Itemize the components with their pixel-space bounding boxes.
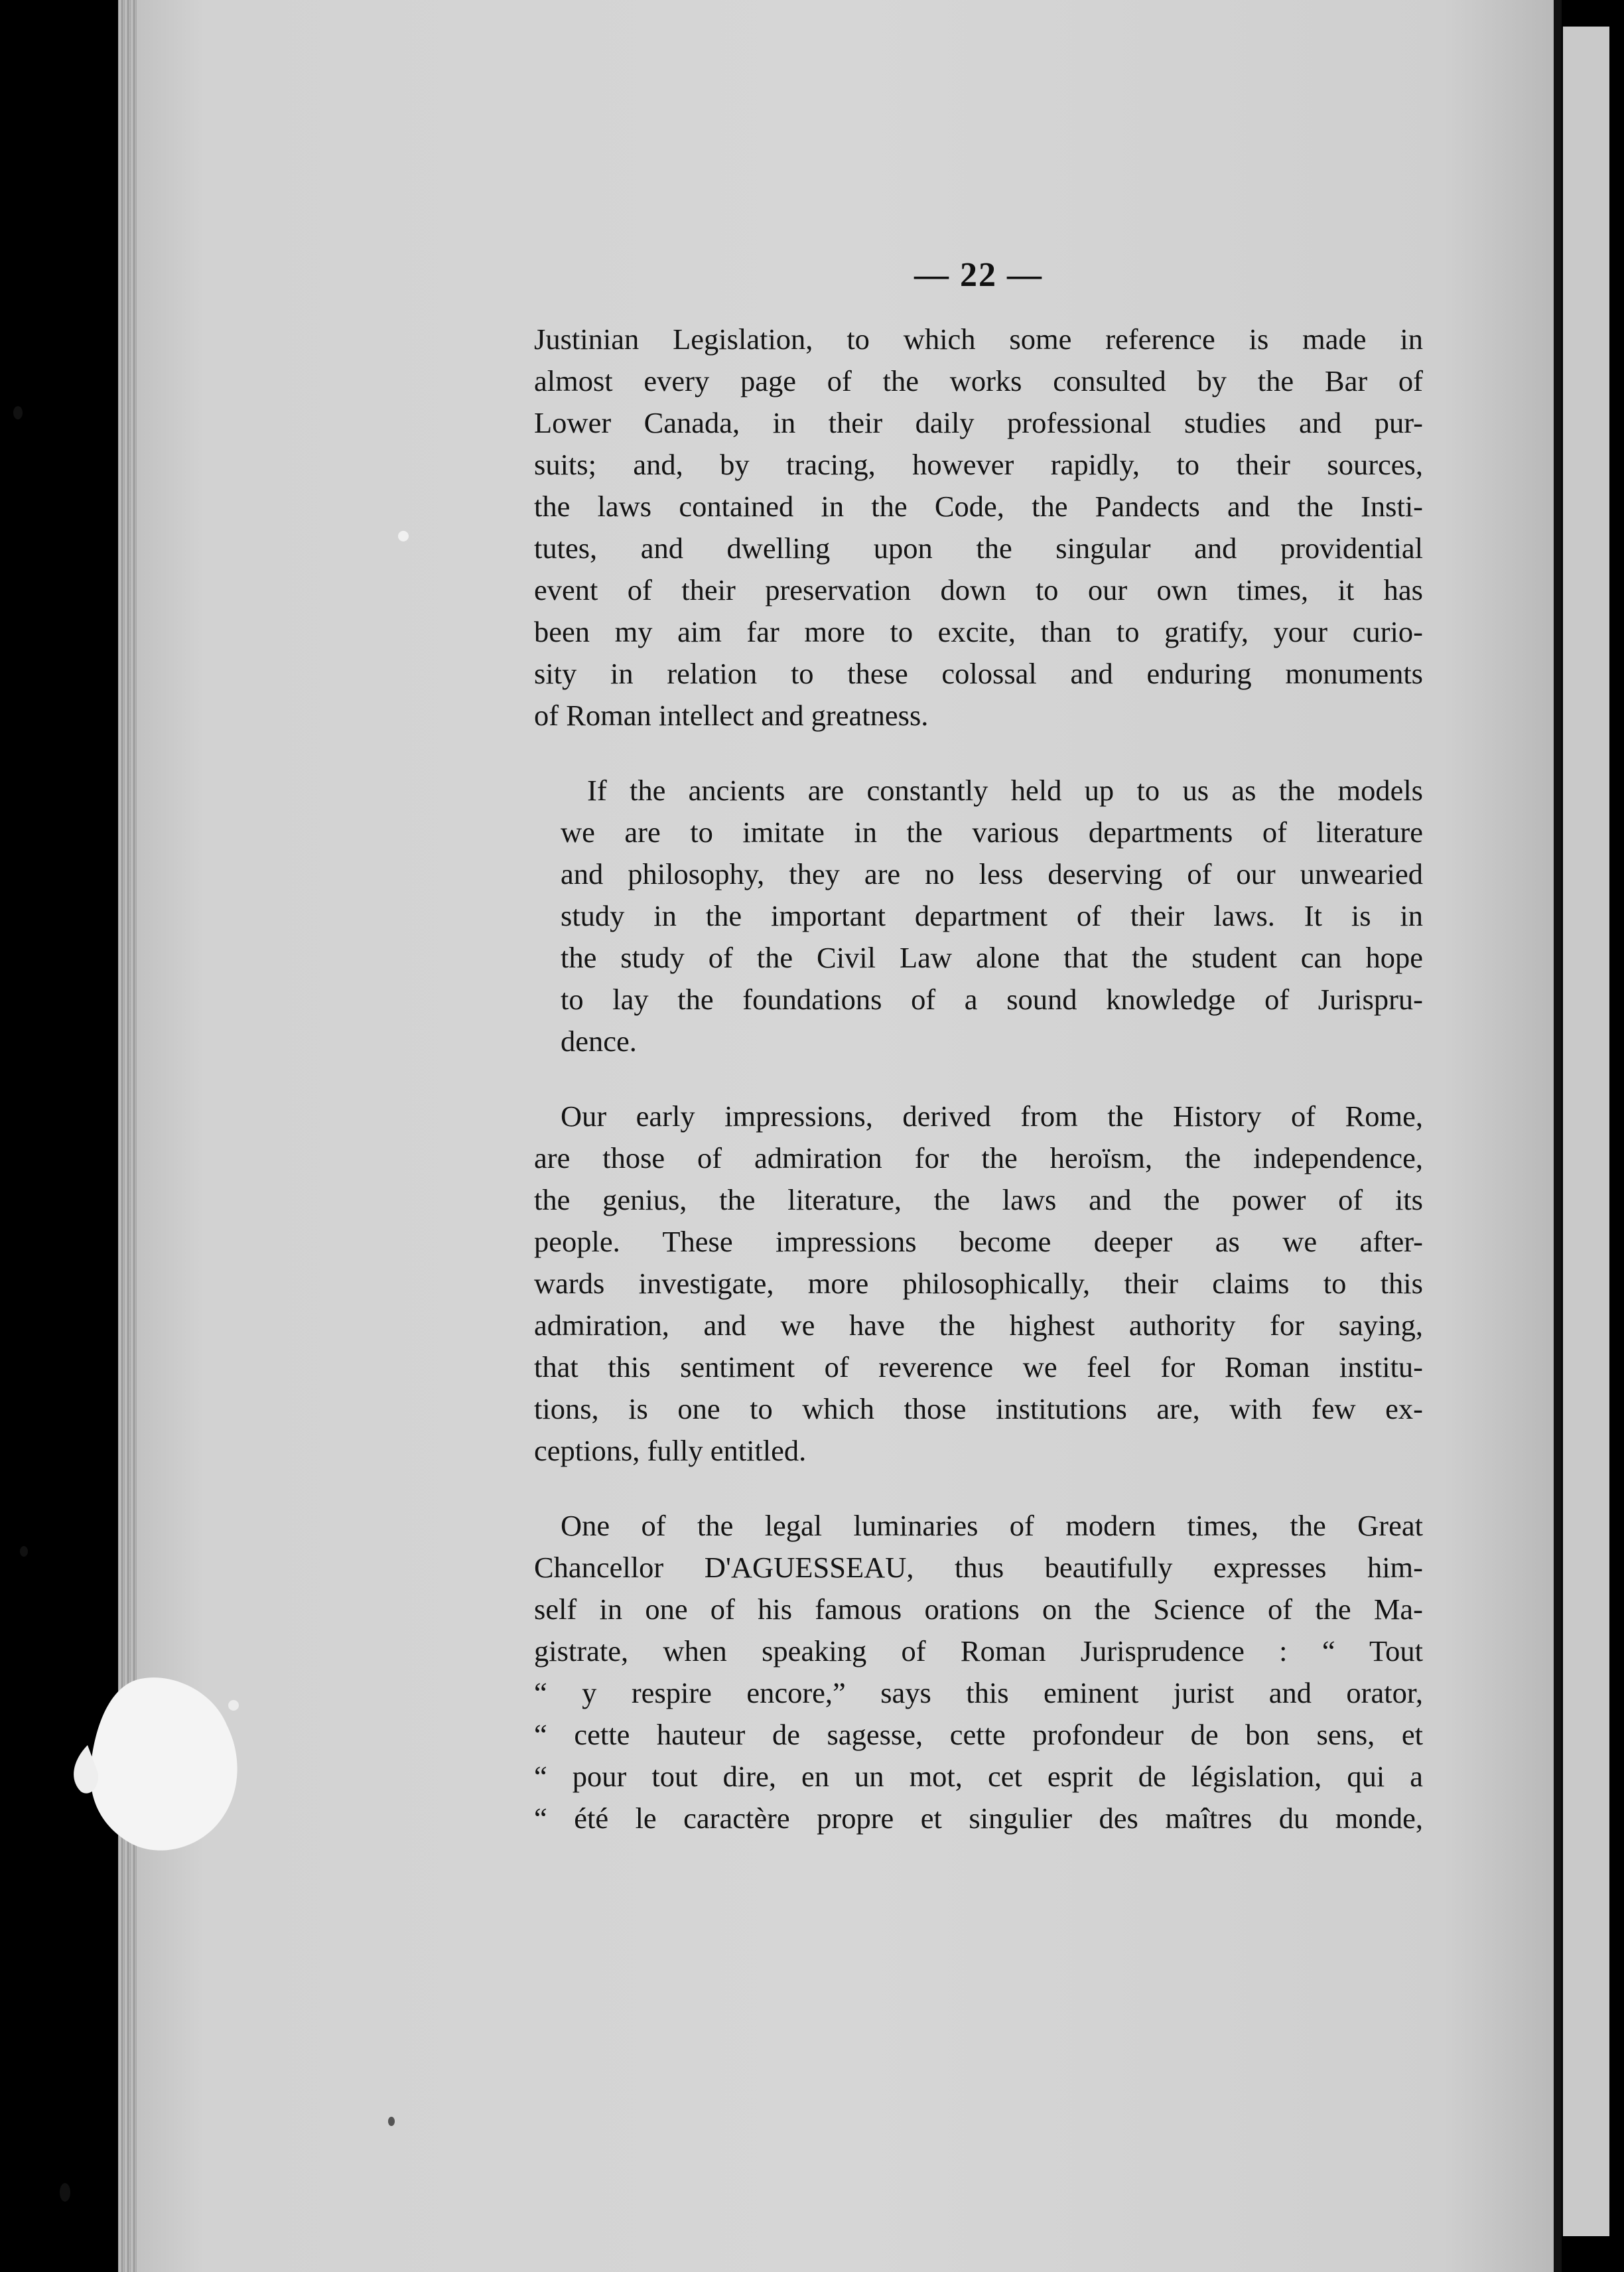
text-line: the genius, the literature, the laws and the power of its [534, 1183, 1423, 1216]
paragraph-2 [534, 770, 1423, 1062]
text-line: study in the important department of their laws. It is in [561, 899, 1423, 932]
text-line: ceptions, fully entitled. [534, 1434, 807, 1467]
speck [398, 531, 409, 541]
paragraph-3 [534, 1096, 1423, 1472]
text-line: tutes, and dwelling upon the singular and providential [534, 532, 1423, 565]
paragraph-4 [534, 1505, 1423, 1839]
text-line: we are to imitate in the various departments of literature [561, 816, 1423, 849]
body-text [534, 319, 1423, 1873]
text-line: Justinian Legislation, to which some reference is made in [534, 322, 1423, 356]
text-line: people. These impressions become deeper as we after- [534, 1225, 1423, 1258]
paper-damage-blotch [61, 1666, 260, 1865]
text-line: wards investigate, more philosophically, their claims to this [534, 1267, 1423, 1300]
text-line: almost every page of the works consulted by the Bar of [534, 364, 1423, 397]
text-line: of Roman intellect and greatness. [534, 699, 929, 732]
text-line: are those of admiration for the heroïsm, the independence, [534, 1141, 1423, 1174]
text-line: gistrate, when speaking of Roman Jurisprudence : “ Tout [534, 1634, 1423, 1668]
text-line: and philosophy, they are no less deserving of our unwearied [561, 857, 1423, 890]
speck [13, 406, 23, 419]
text-line: to lay the foundations of a sound knowledge of Jurispru- [561, 983, 1423, 1016]
text-line: Our early impressions, derived from the History of Rome, [561, 1100, 1423, 1133]
page-stack-edge [118, 0, 137, 2272]
text-line: admiration, and we have the highest authority for saying, [534, 1309, 1423, 1342]
speck [20, 1546, 28, 1557]
text-line: event of their preservation down to our own times, it has [534, 573, 1423, 606]
text-line: self in one of his famous orations on the Science of the Ma- [534, 1593, 1423, 1626]
text-line: the laws contained in the Code, the Pandects and the Insti- [534, 490, 1423, 523]
text-line: tions, is one to which those institutions are, with few ex- [534, 1392, 1423, 1425]
text-line: the study of the Civil Law alone that the student can hope [561, 941, 1423, 974]
paragraph-1 [534, 319, 1423, 737]
text-line: Chancellor D'AGUESSEAU, thus beautifully expresses him- [534, 1551, 1423, 1584]
text-line: “ pour tout dire, en un mot, cet esprit de législation, qui a [534, 1760, 1423, 1793]
text-line: sity in relation to these colossal and enduring monuments [534, 657, 1423, 690]
text-line: suits; and, by tracing, however rapidly, to their sources, [534, 448, 1423, 481]
text-line: One of the legal luminaries of modern times, the Great [561, 1509, 1423, 1542]
speck [60, 2183, 70, 2202]
text-line: been my aim far more to excite, than to gratify, your curio- [534, 615, 1423, 648]
text-line: that this sentiment of reverence we feel for Roman institu- [534, 1350, 1423, 1384]
page-number: — 22 — [914, 256, 1043, 294]
next-page-edge [1563, 27, 1609, 2236]
text-line: “ été le caractère propre et singulier des maîtres du monde, [534, 1802, 1423, 1835]
text-line: Lower Canada, in their daily professional studies and pur- [534, 406, 1423, 439]
speck [388, 2117, 395, 2126]
text-line: dence. [561, 1025, 637, 1058]
text-line: “ cette hauteur de sagesse, cette profondeur de bon sens, et [534, 1718, 1423, 1751]
text-line: “ y respire encore,” says this eminent jurist and orator, [534, 1676, 1423, 1709]
text-line: If the ancients are constantly held up to us as the models [587, 774, 1423, 807]
gutter-shadow [1554, 0, 1562, 2272]
